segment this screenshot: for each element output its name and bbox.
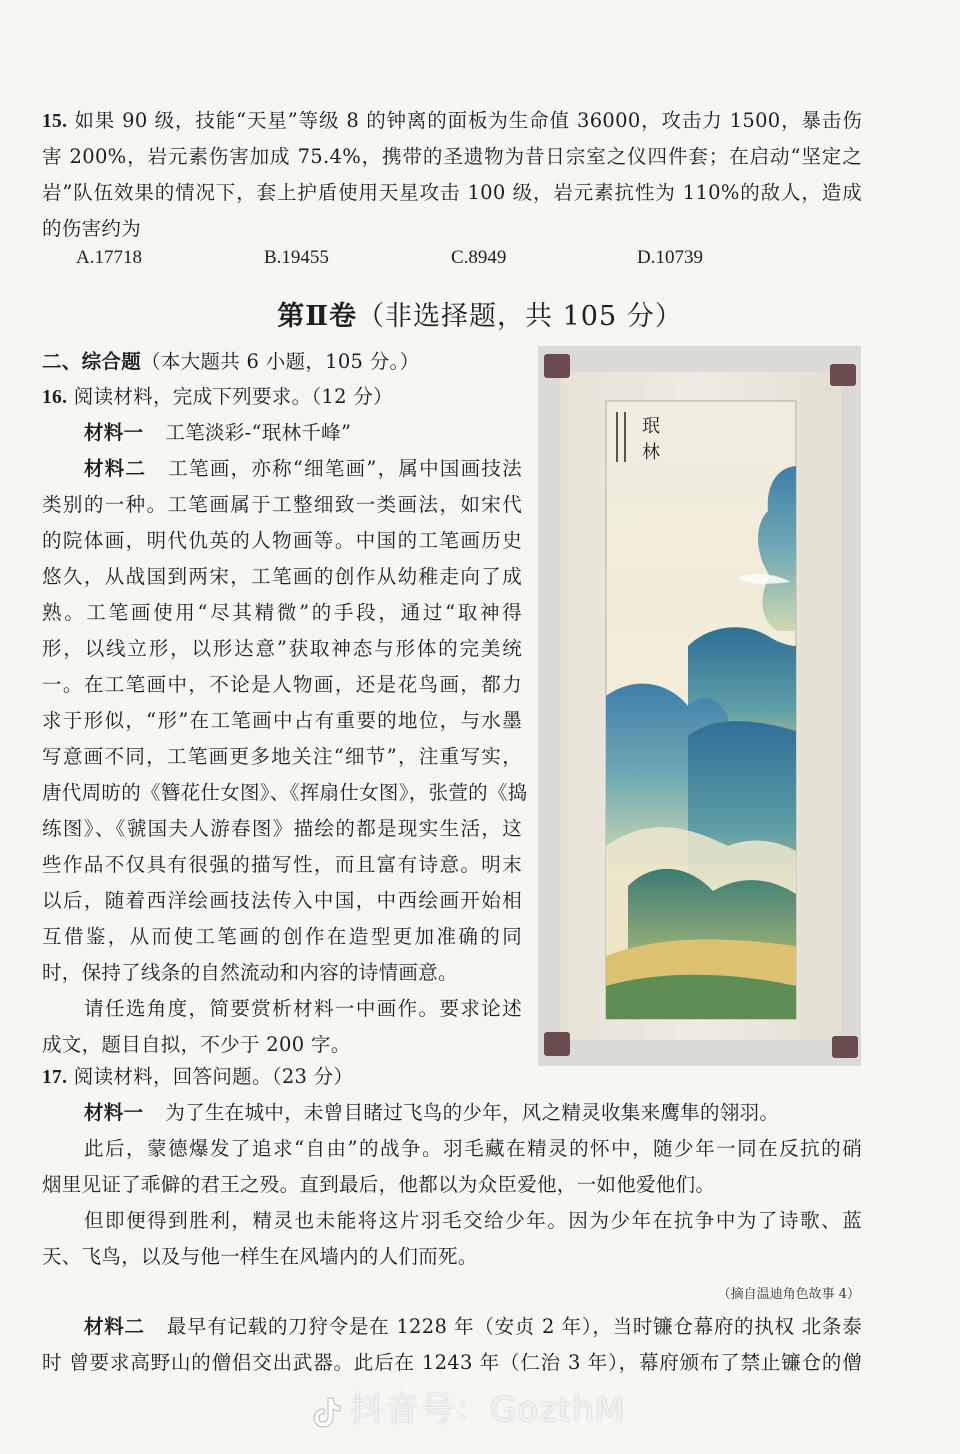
q16-material2-label: 材料二 [84, 457, 147, 480]
q17-prompt: 阅读材料，回答问题。（23 分） [73, 1065, 354, 1088]
painting-scroll [538, 346, 861, 1066]
q16-m2-line-8: 写意画不同，工笔画更多地关注“细节”，注重写实， [42, 745, 522, 768]
section-title [0, 294, 960, 333]
q17-material1-first-text: 为了生在城中，未曾目睹过飞鸟的少年，风之精灵收集来鹰隼的翎羽。 [165, 1101, 780, 1124]
q17-m1-line-3: 但即便得到胜利，精灵也未能将这片羽毛交给少年。因为少年在抗争中为了诗歌、蓝 [84, 1209, 862, 1232]
q17-m1-line-4: 天、飞鸟，以及与他一样生在风墙内的人们而死。 [42, 1245, 478, 1268]
watermark [312, 1382, 625, 1431]
q15-line-3: 岩”队伍效果的情况下，套上护盾使用天星攻击 100 级，岩元素抗性为 110%的敌人，造成 [42, 181, 862, 204]
part2-heading-note: （本大题共 6 小题，105 分。） [141, 350, 420, 373]
green-base [606, 975, 796, 1019]
q16-m2-line-3: 悠久，从战国到两宋，工笔画的创作从幼稚走向了成 [42, 565, 522, 588]
q16-m2-line-5: 形，以线立形，以形达意”获取神态与形体的完美统 [42, 637, 522, 660]
q17-material1-label: 材料一 [84, 1101, 144, 1124]
q17-number: 17. [42, 1067, 68, 1088]
q15-option-b: B.19455 [264, 247, 329, 268]
q15-option-c: C.8949 [451, 247, 507, 268]
part2-heading [42, 344, 419, 380]
q17-material2-first [42, 1309, 862, 1345]
q16-m2-line-1: 类别的一种。工笔画属于工整细致一类画法，如宋代 [42, 493, 522, 516]
q16-prompt: 阅读材料，完成下列要求。（12 分） [73, 385, 393, 408]
q16-material1-label: 材料一 [84, 421, 144, 444]
q15-line-1 [42, 103, 862, 140]
corner-tab-top-left [544, 354, 570, 378]
q16-material1 [42, 415, 351, 451]
q16-m2-line-11: 些作品不仅具有很强的描写性，而且富有诗意。明末 [42, 853, 522, 876]
q15-text-1: 如果 90 级，技能“天星”等级 8 的钟离的面板为生命值 36000，攻击力 1500，暴击伤 [74, 109, 862, 132]
q17-source: （摘自温迪角色故事 4） [717, 1287, 860, 1302]
q16-m2-line-12: 以后，随着西洋绘画技法传入中国，中西绘画开始相 [42, 889, 522, 912]
q15-option-a: A.17718 [76, 247, 142, 268]
q16-material2-first [42, 451, 522, 487]
part2-heading-label: 二、综合题 [42, 350, 142, 373]
q15-line-4: 的伤害约为 [42, 217, 142, 240]
q17-m1-line-1: 此后，蒙德爆发了追求“自由”的战争。羽毛藏在精灵的怀中，随少年一同在反抗的硝 [84, 1137, 862, 1160]
corner-tab-top-right [830, 364, 856, 386]
q17-m2-line-1: 时 曾要求高野山的僧侣交出武器。此后在 1243 年（仁治 3 年），幕府颁布了禁止镰仓的僧 [42, 1351, 862, 1374]
seal-char-2: 林 [642, 442, 660, 463]
q16-m2-line-7: 求于形似，“形”在工笔画中占有重要的地位，与水墨 [42, 709, 522, 732]
q15-option-d: D.10739 [637, 247, 703, 268]
q15-number: 15. [42, 111, 68, 132]
q16-m2-line-14: 时，保持了线条的自然流动和内容的诗情画意。 [42, 961, 458, 984]
seal-char-1: 珉 [642, 416, 660, 437]
q16-m2-line-4: 熟。工笔画使用“尽其精微”的手段，通过“取神得 [42, 601, 522, 624]
q17-material2-label: 材料二 [84, 1315, 145, 1338]
section-title-main: 第Ⅱ卷 [277, 301, 358, 332]
q16-material1-text: 工笔淡彩-“珉林千峰” [165, 421, 352, 444]
q16-m2-line-2: 的院体画，明代仇英的人物画等。中国的工笔画历史 [42, 529, 522, 552]
q16-m2-line-13: 互借鉴，从而使工笔画的创作在造型更加准确的同 [42, 925, 522, 948]
q16-prompt-line [42, 379, 393, 416]
q17-material1-first [42, 1095, 779, 1131]
q16-m2-line-10: 练图》、《虢国夫人游春图》描绘的都是现实生活，这 [42, 817, 522, 840]
corner-tab-bottom-right [832, 1036, 858, 1058]
q16-m2-line-9: 唐代周昉的《簪花仕女图》、《挥扇仕女图》，张萱的《捣 [42, 781, 528, 804]
q17-prompt-line [42, 1059, 353, 1096]
q16-task-line-2: 成文，题目自拟，不少于 200 字。 [42, 1033, 351, 1056]
watermark-text: 抖音号：GozthM [350, 1390, 626, 1430]
section-title-sub: （非选择题，共 105 分） [357, 301, 683, 332]
douyin-logo-icon [312, 1395, 342, 1429]
q15-line-2: 害 200%，岩元素伤害加成 75.4%，携带的圣遗物为昔日宗室之仪四件套；在启动“坚定之 [42, 145, 862, 168]
corner-tab-bottom-left [544, 1032, 570, 1056]
q16-material2-first-text: 工笔画，亦称“细笔画”，属中国画技法 [168, 457, 522, 480]
q16-task-line-1: 请任选角度，简要赏析材料一中画作。要求论述 [84, 997, 522, 1020]
q16-m2-line-6: 一。在工笔画中，不论是人物画，还是花鸟画，都力 [42, 673, 522, 696]
q17-m1-line-2: 烟里见证了乖僻的君王之殁。直到最后，他都以为众臣爱他，一如他爱他们。 [42, 1173, 716, 1196]
q16-number: 16. [42, 387, 68, 408]
q17-material2-first-text: 最早有记载的刀狩令是在 1228 年（安贞 2 年），当时镰仓幕府的执权 北条泰 [166, 1315, 862, 1338]
